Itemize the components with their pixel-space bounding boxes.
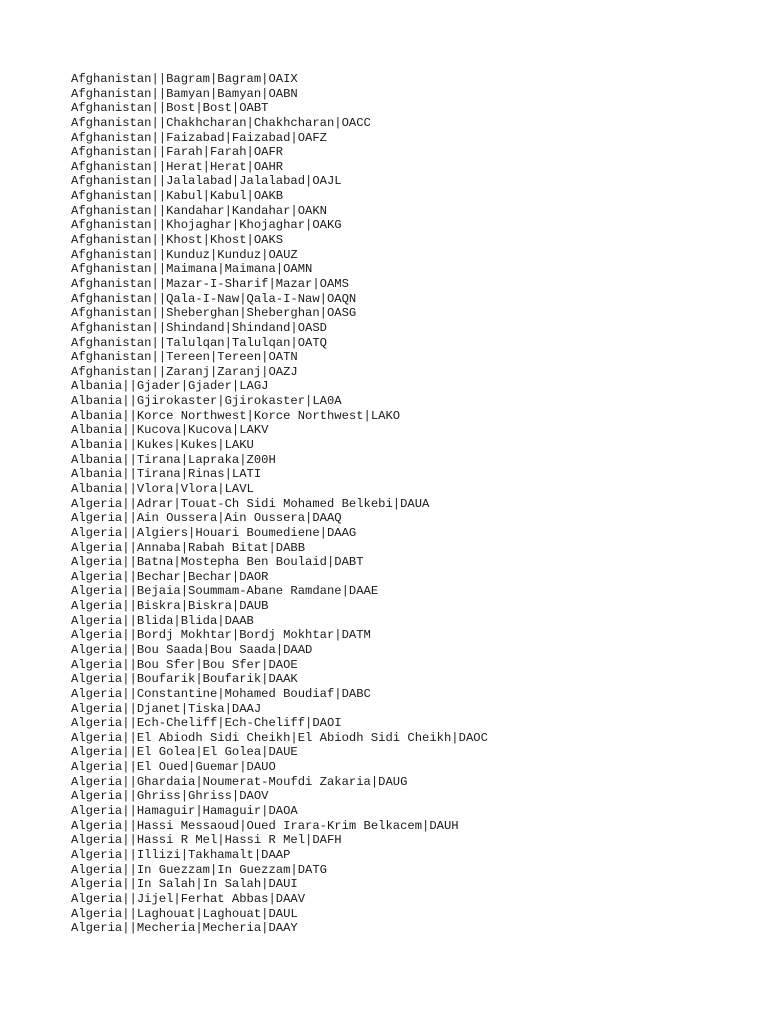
document-page bbox=[71, 72, 751, 936]
text-line: Algeria||Ghardaia|Noumerat-Moufdi Zakaria|DAUG bbox=[71, 774, 408, 789]
text-line: Albania||Tirana|Rinas|LATI bbox=[71, 467, 262, 482]
text-line: Afghanistan||Sheberghan|Sheberghan|OASG bbox=[71, 306, 357, 321]
text-line: Afghanistan||Maimana|Maimana|OAMN bbox=[71, 262, 313, 277]
text-line: Algeria||Hassi Messaoud|Oued Irara-Krim Belkacem|DAUH bbox=[71, 818, 459, 833]
text-line: Afghanistan||Farah|Farah|OAFR bbox=[71, 145, 284, 160]
text-line: Algeria||Ech-Cheliff|Ech-Cheliff|DAOI bbox=[71, 716, 342, 731]
text-line: Algeria||Biskra|Biskra|DAUB bbox=[71, 599, 269, 614]
text-line: Afghanistan||Tereen|Tereen|OATN bbox=[71, 350, 298, 365]
text-line: Algeria||Hassi R Mel|Hassi R Mel|DAFH bbox=[71, 833, 342, 848]
text-line: Afghanistan||Kunduz|Kunduz|OAUZ bbox=[71, 247, 298, 262]
text-line: Algeria||Batna|Mostepha Ben Boulaid|DABT bbox=[71, 555, 364, 570]
text-line: Afghanistan||Zaranj|Zaranj|OAZJ bbox=[71, 364, 298, 379]
text-line: Albania||Vlora|Vlora|LAVL bbox=[71, 481, 254, 496]
text-line: Afghanistan||Khojaghar|Khojaghar|OAKG bbox=[71, 218, 342, 233]
text-line: Afghanistan||Khost|Khost|OAKS bbox=[71, 233, 284, 248]
text-line: Algeria||Mecheria|Mecheria|DAAY bbox=[71, 921, 298, 936]
text-line: Afghanistan||Qala-I-Naw|Qala-I-Naw|OAQN bbox=[71, 291, 357, 306]
text-line: Algeria||Constantine|Mohamed Boudiaf|DABC bbox=[71, 686, 371, 701]
text-line: Algeria||El Abiodh Sidi Cheikh|El Abiodh Sidi Cheikh|DAOC bbox=[71, 730, 488, 745]
text-line: Albania||Tirana|Lapraka|Z00H bbox=[71, 452, 276, 467]
text-line: Albania||Kucova|Kucova|LAKV bbox=[71, 423, 269, 438]
text-line: Algeria||Annaba|Rabah Bitat|DABB bbox=[71, 540, 306, 555]
text-line: Albania||Korce Northwest|Korce Northwest|LAKO bbox=[71, 408, 401, 423]
text-line: Algeria||Laghouat|Laghouat|DAUL bbox=[71, 906, 298, 921]
text-line: Algeria||Blida|Blida|DAAB bbox=[71, 613, 254, 628]
text-line: Algeria||El Golea|El Golea|DAUE bbox=[71, 745, 298, 760]
text-line: Afghanistan||Talulqan|Talulqan|OATQ bbox=[71, 335, 327, 350]
text-line: Afghanistan||Herat|Herat|OAHR bbox=[71, 159, 284, 174]
text-line: Algeria||In Salah|In Salah|DAUI bbox=[71, 877, 298, 892]
text-line: Afghanistan||Bost|Bost|OABT bbox=[71, 101, 269, 116]
text-line: Albania||Gjader|Gjader|LAGJ bbox=[71, 379, 269, 394]
text-line: Algeria||Hamaguir|Hamaguir|DAOA bbox=[71, 804, 298, 819]
text-line: Algeria||Bou Sfer|Bou Sfer|DAOE bbox=[71, 657, 298, 672]
text-line: Afghanistan||Jalalabad|Jalalabad|OAJL bbox=[71, 174, 342, 189]
text-line: Afghanistan||Faizabad|Faizabad|OAFZ bbox=[71, 130, 327, 145]
text-line: Algeria||Illizi|Takhamalt|DAAP bbox=[71, 847, 291, 862]
text-line: Afghanistan||Bagram|Bagram|OAIX bbox=[71, 72, 298, 86]
text-line: Afghanistan||Chakhcharan|Chakhcharan|OACC bbox=[71, 115, 371, 130]
text-line: Algeria||Adrar|Touat-Ch Sidi Mohamed Belkebi|DAUA bbox=[71, 496, 430, 511]
text-line: Afghanistan||Bamyan|Bamyan|OABN bbox=[71, 86, 298, 101]
text-line: Algeria||Algiers|Houari Boumediene|DAAG bbox=[71, 525, 357, 540]
text-line: Albania||Kukes|Kukes|LAKU bbox=[71, 438, 254, 453]
text-line: Algeria||Bordj Mokhtar|Bordj Mokhtar|DATM bbox=[71, 628, 371, 643]
text-line: Afghanistan||Shindand|Shindand|OASD bbox=[71, 320, 327, 335]
text-line: Algeria||Ghriss|Ghriss|DAOV bbox=[71, 789, 269, 804]
text-line: Algeria||Ain Oussera|Ain Oussera|DAAQ bbox=[71, 511, 342, 526]
text-line: Algeria||Bou Saada|Bou Saada|DAAD bbox=[71, 642, 313, 657]
text-line: Algeria||Bechar|Bechar|DAOR bbox=[71, 569, 269, 584]
text-line: Afghanistan||Kandahar|Kandahar|OAKN bbox=[71, 203, 327, 218]
text-line: Algeria||Bejaia|Soummam-Abane Ramdane|DAAE bbox=[71, 584, 379, 599]
text-line: Algeria||Boufarik|Boufarik|DAAK bbox=[71, 672, 298, 687]
text-line: Afghanistan||Kabul|Kabul|OAKB bbox=[71, 189, 284, 204]
text-line: Afghanistan||Mazar-I-Sharif|Mazar|OAMS bbox=[71, 276, 349, 291]
text-line: Albania||Gjirokaster|Gjirokaster|LA0A bbox=[71, 394, 342, 409]
text-line: Algeria||Djanet|Tiska|DAAJ bbox=[71, 701, 262, 716]
text-line: Algeria||Jijel|Ferhat Abbas|DAAV bbox=[71, 891, 306, 906]
text-line: Algeria||In Guezzam|In Guezzam|DATG bbox=[71, 862, 327, 877]
text-line: Algeria||El Oued|Guemar|DAUO bbox=[71, 760, 276, 775]
